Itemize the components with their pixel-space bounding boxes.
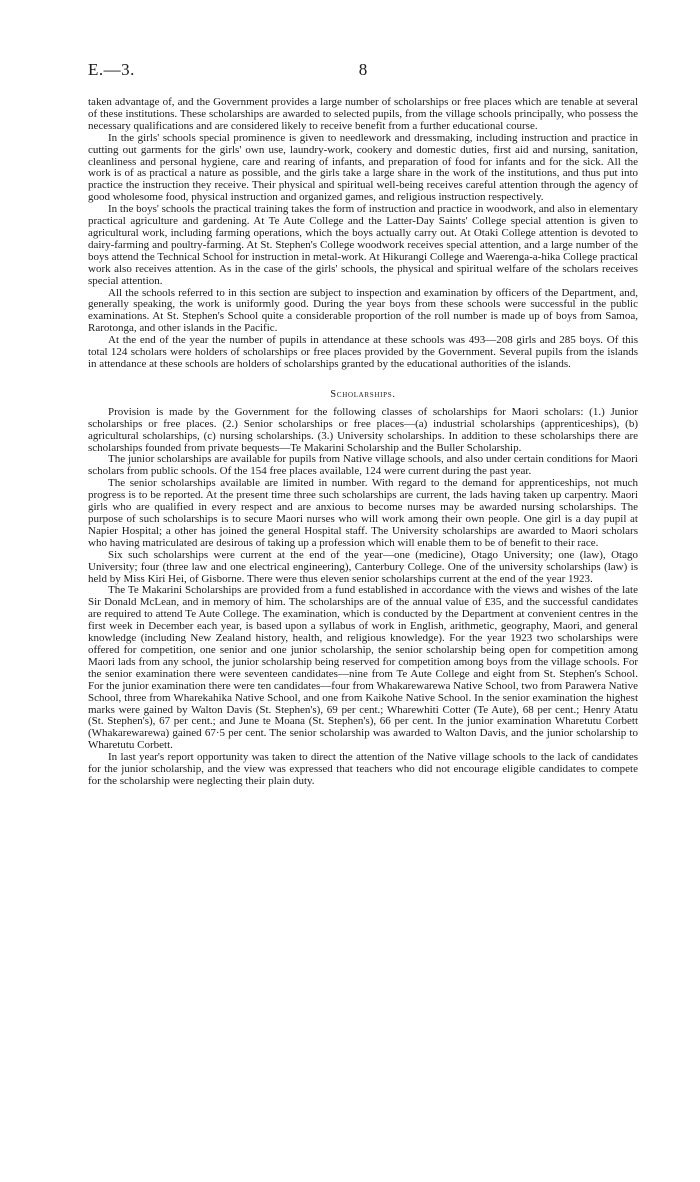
body-paragraph: In the girls' schools special prominence is given to needlework and dressmaking, including instruction and practice in cutting out garments for the girls' own use, laundry-work, cookery and domestic duties, first aid and nursing, sanitation, cleanliness and personal hygiene, care and rearing of infants, and preparation of food for infants and for the sick. All the work is of as practical a nature as possible, and the girls take a large share in the work of the institutions, and thus put into practice the instruction they receive. Their physical and spiritual well-being receives careful attention through the agency of good wholesome food, physical instruction and organized games, and religious instruction respectively. (88, 131, 638, 204)
body-paragraph: All the schools referred to in this section are subject to inspection and examination by officers of the Department, and, generally speaking, the work is uniformly good. During the year boys from these schools were successful in the public examinations. At St. Stephen's School quite a considerable proportion of the roll number is made up of boys from Samoa, Rarotonga, and other islands in the Pacific. (88, 286, 638, 335)
body-paragraph: Six such scholarships were current at the end of the year—one (medicine), Otago University; one (law), Otago University; four (three law and one electrical engineering), Canterbury College. One of the university scholarships (law) is held by Miss Kiri Hei, of Gisborne. There were thus eleven senior scholarships current at the end of the year 1923. (88, 548, 638, 585)
body-paragraph: The junior scholarships are available for pupils from Native village schools, and also under certain conditions for Maori scholars from public schools. Of the 154 free places available, 124 were current during the past year. (88, 453, 638, 478)
body-paragraph: In last year's report opportunity was taken to direct the attention of the Native village schools to the lack of candidates for the junior scholarship, and the view was expressed that teachers who did not encourage eligible candidates to compete for the scholarship were neglecting their plain duty. (88, 751, 638, 787)
section-heading: Scholarships. (330, 388, 396, 400)
body-paragraph: taken advantage of, and the Government provides a large number of scholarships or free places which are tenable at several of these institutions. These scholarships are awarded to selected pupils, from the village schools principally, who possess the necessary qualifications and are considered likely to receive benefit from a further educational course. (88, 96, 638, 132)
page-number: 8 (358, 60, 368, 79)
page-header (88, 60, 638, 84)
body-paragraph: In the boys' schools the practical training takes the form of instruction and practice in woodwork, and also in elementary practical agriculture and gardening. At Te Aute College and the Latter-Day Saints' College special attention is given to agricultural work, including farming operations, which the boys actually carry out. At Otaki College attention is devoted to dairy-farming and poultry-farming. At St. Stephen's College woodwork receives special attention, and a large number of the boys attend the Technical School for instruction in metal-work. At Hikurangi College and Waerenga-a-hika College practical work also receives attention. As in the case of the girls' schools, the physical and spiritual welfare of the scholars receives special attention. (88, 203, 638, 287)
page-body (88, 97, 638, 788)
document-reference: E.—3. (88, 60, 135, 79)
body-paragraph: The Te Makarini Scholarships are provided from a fund established in accordance with the views and wishes of the late Sir Donald McLean, and in memory of him. The scholarships are of the annual value of £35, and the successful candidates are required to attend Te Aute College. The examination, which is conducted by the Department at convenient centres in the first week in December each year, is based upon a syllabus of work in English, arithmetic, geography, Maori, and general knowledge (including New Zealand history, health, and religious knowledge). For the year 1923 two scholarships were offered for competition, one senior and one junior scholarship, the senior scholarship being open for competition among Maori lads from any school, the junior scholarship being reserved for competition among boys from the village schools. For the senior examination there were seventeen candidates—nine from Te Aute College and eight from St. Stephen's School. For the junior examination there were ten candidates—four from Whakarewarewa Native School, two from Parawera Native School, three from Wharekahika Native School, and one from Kaikohe Native School. In the senior examination the highest marks were gained by Walton Davis (St. Stephen's), 69 per cent.; Wharewhiti Cotter (Te Aute), 68 per cent.; Henry Atatu (St. Stephen's), 67 per cent.; and June te Moana (St. Stephen's), 66 per cent. In the junior examination Wharetutu Corbett (Whakarewarewa) gained 67·5 per cent. The senior scholarship was awarded to Walton Davis, and the junior scholarship to Wharetutu Corbett. (88, 584, 638, 752)
body-paragraph: Provision is made by the Government for the following classes of scholarships for Maori scholars: (1.) Junior scholarships or free places. (2.) Senior scholarships or free places—(a) industrial scholarships (apprenticeships), (b) agricultural scholarships, (c) nursing scholarships. (3.) University scholarships. In addition to these scholarships there are scholarships founded from private bequests—Te Makarini Scholarship and the Buller Scholarship. (88, 405, 638, 454)
body-paragraph: At the end of the year the number of pupils in attendance at these schools was 493—208 girls and 285 boys. Of this total 124 scholars were holders of scholarships or free places provided by the Government. Several pupils from the islands in attendance at these schools are holders of scholarships granted by the educational authorities of the islands. (88, 334, 638, 370)
body-paragraph: The senior scholarships available are limited in number. With regard to the demand for apprenticeships, not much progress is to be reported. At the present time three such scholarships are current, the lads having taken up carpentry. Maori girls who are qualified in every respect and are anxious to become nurses may be awarded nursing scholarships. The purpose of such scholarships is to secure Maori nurses who will work among their own people. One girl is a day pupil at Napier Hospital; a other has joined the general Hospital staff. The University scholarships are awarded to Maori scholars who having matriculated are desirous of taking up a profession which will enable them to be of benefit to their race. (88, 477, 638, 549)
